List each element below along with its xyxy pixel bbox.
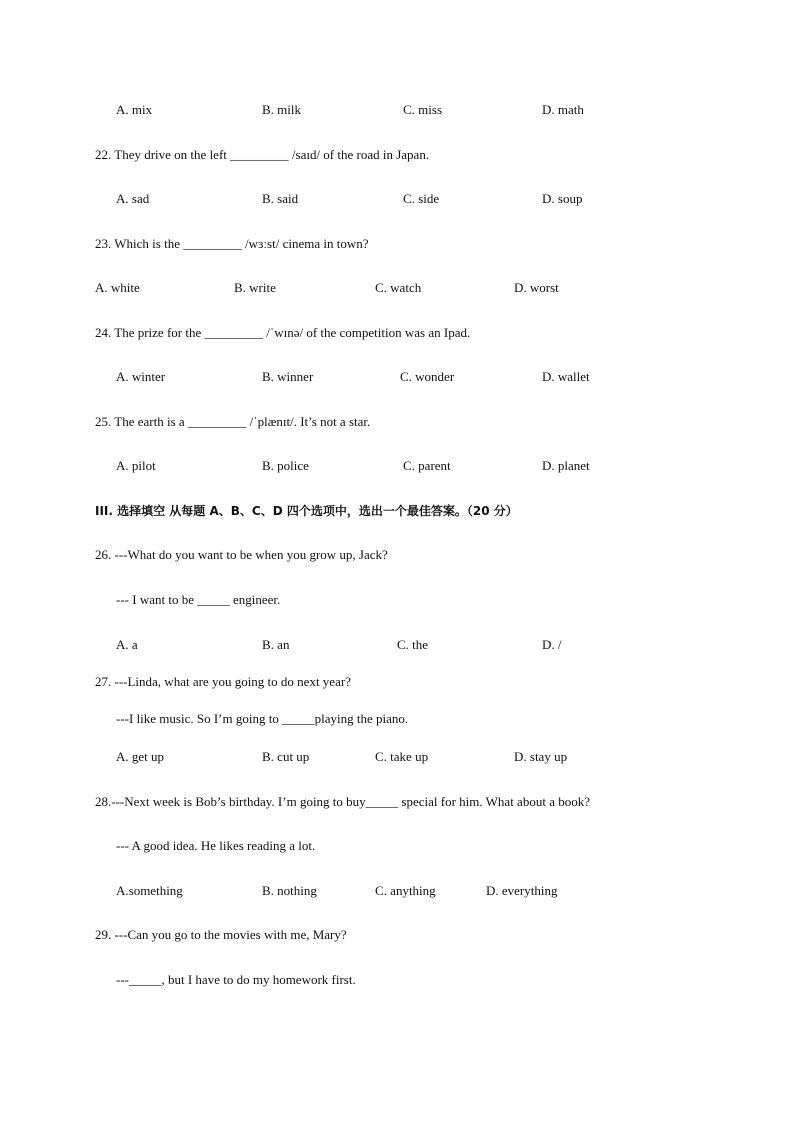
q27-reply: ---I like music. So I’m going to _____playing the piano.: [116, 711, 409, 726]
q28-reply: --- A good idea. He likes reading a lot.: [116, 838, 316, 853]
q26-option-d: D. /: [542, 637, 562, 652]
q22-option-b: B. said: [262, 191, 299, 206]
q26-option-c: C. the: [397, 637, 429, 652]
section-3-heading: III. 选择填空 从每题 A、B、C、D 四个选项中，选出一个最佳答案。（20 分）: [95, 504, 518, 518]
q27-option-c: C. take up: [375, 749, 429, 764]
q26-option-a: A. a: [116, 637, 138, 652]
q24-option-c: C. wonder: [400, 369, 455, 384]
q27-option-b: B. cut up: [262, 749, 310, 764]
q25-option-d: D. planet: [542, 458, 590, 473]
q23-option-a: A. white: [95, 280, 140, 295]
q23-option-b: B. write: [234, 280, 276, 295]
q28-option-d: D. everything: [486, 883, 558, 898]
q25-stem: 25. The earth is a _________ /ˈplænɪt/. It’s not a star.: [95, 414, 371, 429]
q24-stem: 24. The prize for the _________ /ˈwɪnə/ of the competition was an Ipad.: [95, 325, 471, 340]
q25-option-a: A. pilot: [116, 458, 156, 473]
q28-stem: 28.---Next week is Bob’s birthday. I’m going to buy_____ special for him. What about a book?: [95, 794, 590, 809]
q22-stem: 22. They drive on the left _________ /saɪd/ of the road in Japan.: [95, 147, 430, 162]
q24-option-a: A. winter: [116, 369, 166, 384]
q27-option-a: A. get up: [116, 749, 165, 764]
q22-option-d: D. soup: [542, 191, 583, 206]
q28-option-b: B. nothing: [262, 883, 317, 898]
q21-option-d: D. math: [542, 102, 584, 117]
q26-option-b: B. an: [262, 637, 290, 652]
q22-option-c: C. side: [403, 191, 440, 206]
q28-option-a: A.something: [116, 883, 183, 898]
q24-option-b: B. winner: [262, 369, 314, 384]
q23-option-d: D. worst: [514, 280, 559, 295]
q23-stem: 23. Which is the _________ /wɜːst/ cinema in town?: [95, 236, 369, 251]
q23-option-c: C. watch: [375, 280, 422, 295]
q28-option-c: C. anything: [375, 883, 436, 898]
q21-option-b: B. milk: [262, 102, 302, 117]
q26-stem: 26. ---What do you want to be when you grow up, Jack?: [95, 547, 388, 562]
q25-option-b: B. police: [262, 458, 309, 473]
q29-reply: ---_____, but I have to do my homework first.: [116, 972, 356, 987]
q27-stem: 27. ---Linda, what are you going to do next year?: [95, 674, 351, 689]
q21-option-a: A. mix: [116, 102, 153, 117]
q21-option-c: C. miss: [403, 102, 443, 117]
q22-option-a: A. sad: [116, 191, 150, 206]
q27-option-d: D. stay up: [514, 749, 568, 764]
q29-stem: 29. ---Can you go to the movies with me, Mary?: [95, 927, 347, 942]
q24-option-d: D. wallet: [542, 369, 590, 384]
q26-reply: --- I want to be _____ engineer.: [116, 592, 281, 607]
q25-option-c: C. parent: [403, 458, 451, 473]
